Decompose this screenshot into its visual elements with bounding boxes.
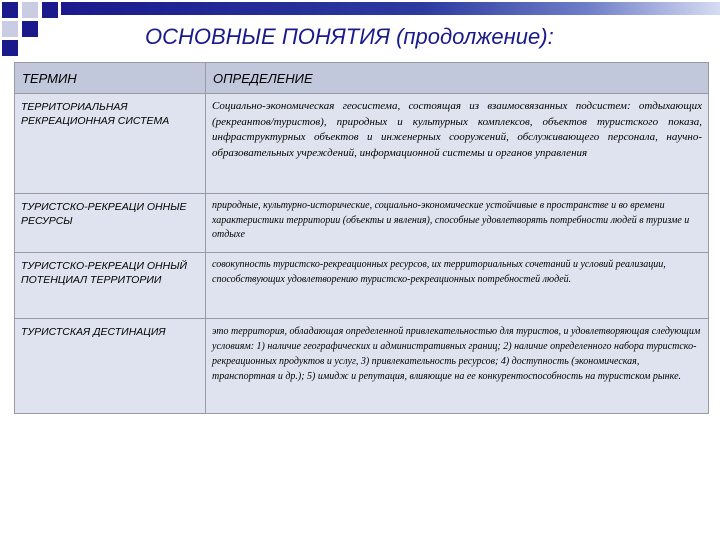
definition-cell: природные, культурно-исторические, социально-экономические устойчивые в пространстве и во времени характеристики территории (объекты и явления), способные удовлетворять потребности людей в туризме и отдыхе	[206, 194, 709, 253]
table-row	[15, 319, 709, 414]
term-cell: ТЕРРИТОРИАЛЬНАЯ РЕКРЕАЦИОННАЯ СИСТЕМА	[15, 94, 206, 194]
table-row	[15, 94, 709, 194]
term-column-header: ТЕРМИН	[15, 63, 206, 94]
decor-square	[2, 2, 18, 18]
decor-square	[2, 40, 18, 56]
table-header-row	[15, 63, 709, 94]
table-row	[15, 253, 709, 319]
decor-square	[22, 21, 38, 37]
table-row	[15, 194, 709, 253]
term-cell: ТУРИСТСКО-РЕКРЕАЦИ ОННЫЕ РЕСУРСЫ	[15, 194, 206, 253]
header-gradient-band	[61, 2, 720, 15]
decor-square	[42, 2, 58, 18]
term-cell: ТУРИСТСКО-РЕКРЕАЦИ ОННЫЙ ПОТЕНЦИАЛ ТЕРРИТОРИИ	[15, 253, 206, 319]
page-title: ОСНОВНЫЕ ПОНЯТИЯ (продолжение):	[145, 24, 554, 49]
definition-column-header: ОПРЕДЕЛЕНИЕ	[206, 63, 709, 94]
definition-cell: совокупность туристско-рекреационных ресурсов, их территориальных сочетаний и условий реализации, способствующих удовлетворению туристско-рекреационных потребностей людей.	[206, 253, 709, 319]
term-cell: ТУРИСТСКАЯ ДЕСТИНАЦИЯ	[15, 319, 206, 414]
decor-square	[2, 21, 18, 37]
definition-cell: это территория, обладающая определенной привлекательностью для туристов, и удовлетворяющая следующим условиям: 1) наличие географических и административных границ; 2) наличие определенного набора туристско-рекреационных продуктов и услуг, 3) привлекательность ресурсов; 4) доступность (экономическая, транспортная и др.); 5) имидж и репутация, влияющие на ее конкурентоспособность на туристском рынке.	[206, 319, 709, 414]
decor-square	[22, 2, 38, 18]
definition-cell: Социально-экономическая геосистема, состоящая из взаимосвязанных подсистем: отдыхающих (рекреантов/туристов), природных и культурных комплексов, объектов туристского показа, инфраструктурных объектов и инженерных сооружений, обслуживающего персонала, научно-образовательных учреждений, информационной системы и органов управления	[206, 94, 709, 194]
definitions-table	[14, 62, 709, 414]
